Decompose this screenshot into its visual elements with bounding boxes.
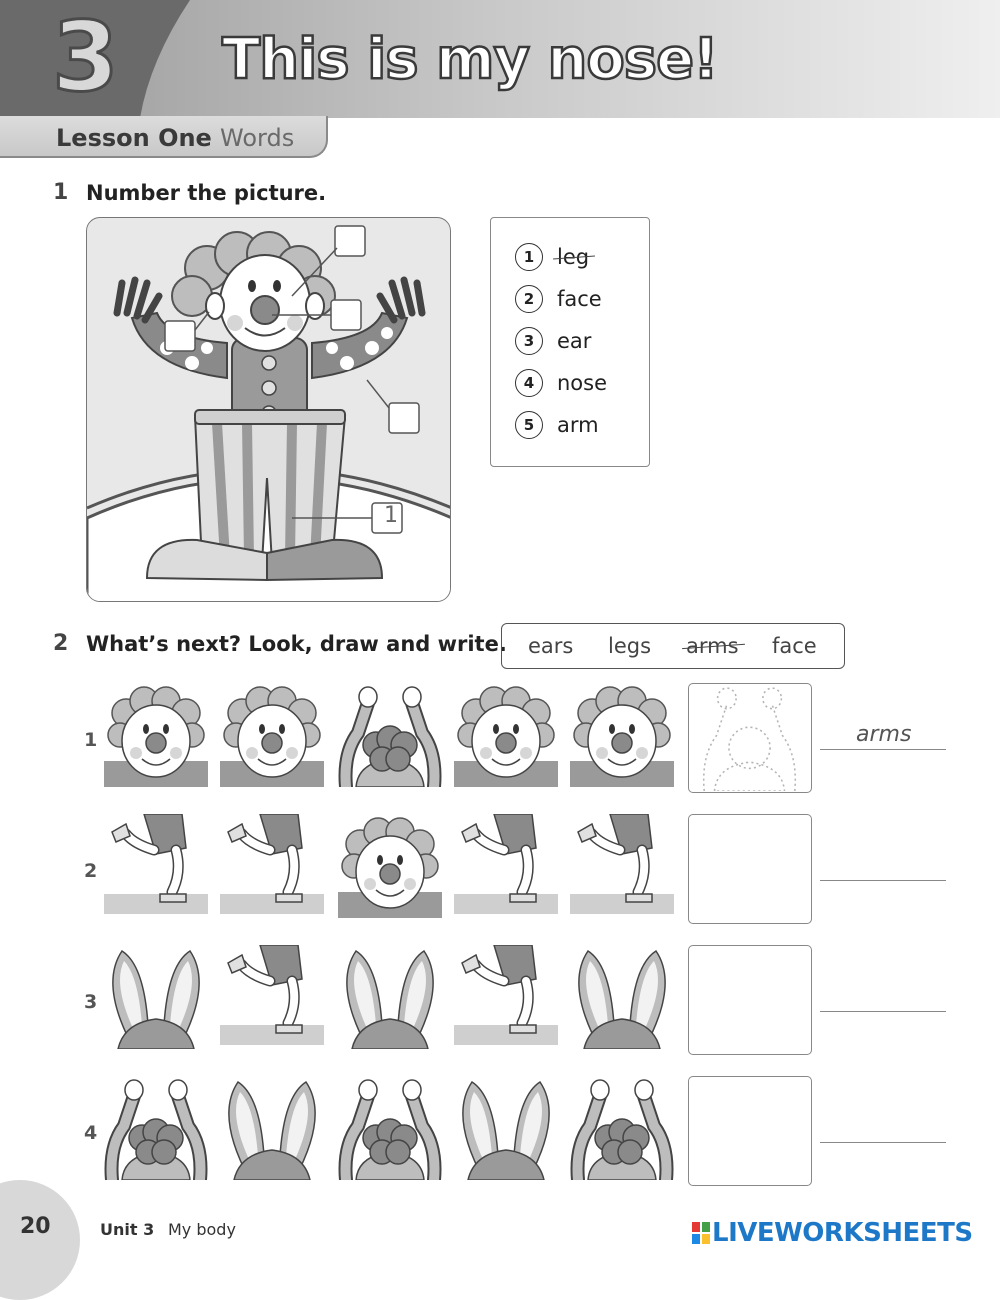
sequence-picture-legs xyxy=(220,814,324,918)
row-number: 1 xyxy=(84,729,98,751)
row-number: 3 xyxy=(84,991,98,1013)
sequence-picture-legs xyxy=(220,945,324,1049)
word-bank-item: ears xyxy=(528,634,574,658)
page-number: 20 xyxy=(20,1214,51,1239)
word-label: arm xyxy=(557,413,599,437)
sequence-picture-legs xyxy=(104,814,208,918)
exercise-2-instruction: What’s next? Look, draw and write. xyxy=(86,632,507,656)
liveworksheets-icon xyxy=(692,1222,710,1244)
drawing-box[interactable] xyxy=(688,945,812,1055)
sequence-picture-arms xyxy=(338,683,442,787)
word-bank-item: arms xyxy=(686,634,739,658)
answer-line[interactable] xyxy=(820,1011,946,1012)
sequence-picture-arms xyxy=(104,1076,208,1180)
sequence-picture-ears xyxy=(338,945,442,1049)
number-circle: 3 xyxy=(515,327,543,355)
liveworksheets-logo[interactable] xyxy=(692,1218,973,1248)
word-label: face xyxy=(557,287,602,311)
answer-line[interactable] xyxy=(820,749,946,750)
number-circle: 4 xyxy=(515,369,543,397)
exercise-1-number: 1 xyxy=(53,180,69,205)
lesson-label: Lesson One xyxy=(56,124,212,152)
sequence-picture-legs xyxy=(570,814,674,918)
sequence-picture-arms xyxy=(570,1076,674,1180)
sequence-picture-ears xyxy=(104,945,208,1049)
word-label: ear xyxy=(557,329,592,353)
word-label: leg xyxy=(557,245,590,269)
sequence-picture-face xyxy=(570,683,674,787)
word-label: nose xyxy=(557,371,608,395)
lesson-type: Words xyxy=(220,124,295,152)
unit-number: 3 xyxy=(52,1,119,113)
brand-name: LIVEWORKSHEETS xyxy=(712,1218,973,1248)
answer-text: arms xyxy=(856,722,912,747)
row-number: 4 xyxy=(84,1122,98,1144)
word-bank-item: legs xyxy=(608,634,652,658)
sequence-picture-legs xyxy=(454,814,558,918)
drawing-box[interactable] xyxy=(688,814,812,924)
sequence-picture-ears xyxy=(570,945,674,1049)
sequence-picture-face xyxy=(338,814,442,918)
sequence-picture-face xyxy=(104,683,208,787)
page-title: This is my nose! xyxy=(222,27,718,92)
exercise-1-instruction: Number the picture. xyxy=(86,181,327,205)
word-bank-item: face xyxy=(772,634,817,658)
answer-line[interactable] xyxy=(820,880,946,881)
sequence-picture-ears xyxy=(454,1076,558,1180)
drawing-box-example xyxy=(688,683,812,793)
number-circle: 1 xyxy=(515,243,543,271)
sequence-picture-ears xyxy=(220,1076,324,1180)
drawing-box[interactable] xyxy=(688,1076,812,1186)
number-circle: 5 xyxy=(515,411,543,439)
exercise-2-number: 2 xyxy=(53,631,69,656)
sequence-picture-face xyxy=(454,683,558,787)
sequence-picture-legs xyxy=(454,945,558,1049)
row-number: 2 xyxy=(84,860,98,882)
unit-name: My body xyxy=(168,1220,236,1239)
example-answer-1: 1 xyxy=(384,503,398,528)
sequence-picture-face xyxy=(220,683,324,787)
sequence-picture-arms xyxy=(338,1076,442,1180)
number-circle: 2 xyxy=(515,285,543,313)
answer-line[interactable] xyxy=(820,1142,946,1143)
unit-label: Unit 3 xyxy=(100,1220,155,1239)
